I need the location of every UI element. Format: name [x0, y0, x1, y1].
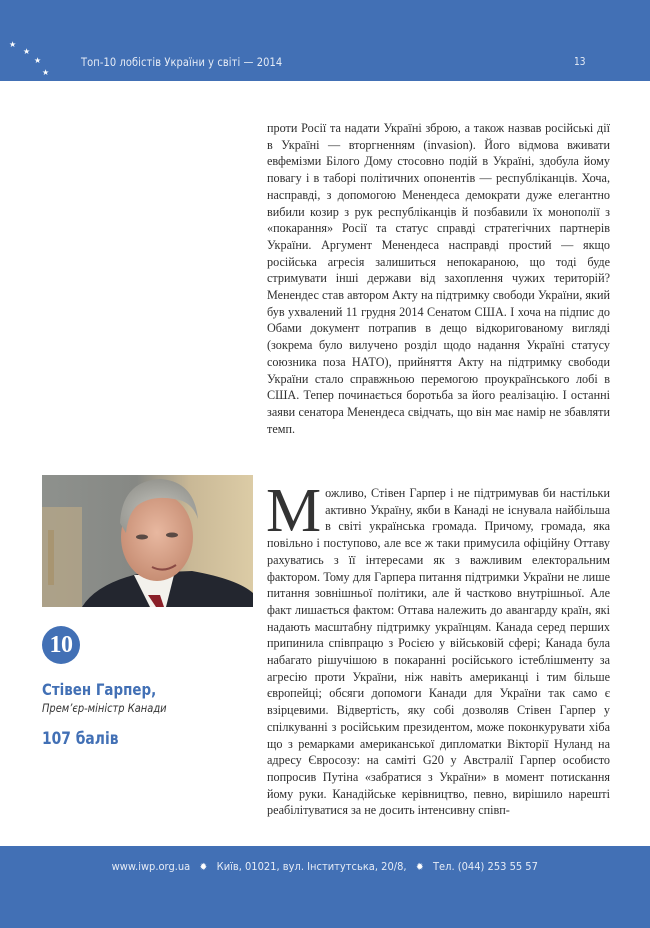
portrait-photo-icon: [42, 475, 253, 607]
footer-address: Київ, 01021, вул. Інститутська, 20/8,: [216, 860, 407, 873]
star-icon: ★: [23, 47, 31, 56]
article-text-top: проти Росії та надати Україні зброю, а також назвав російські дії в Україні — вторгненням (invasion). Його відмова вживати евфемізми Білого Дому стосовно подій в Україні, здобула йому повагу і в таборі політичних опонентів — республіканців. Хоча, насправді, з допомогою Менендеса демократи дуже елегантно вибили козир з рук республіканців й позбавили їх монополії з «покарання» Росії та статус справді стратегічних партнерів України. Аргумент Менендеса насправді простий — якщо російська агресія залишиться непокараною, що тоді буде стримувати інші держави від захоплення чужих територій? Менендес став автором Акту на підтримку свободи України, який був ухвалений 11 грудня 2014 Сенатом США. І хоча на підпис до Обами документ потрапив в дещо відкоригованому вигляді (зокрема було вилучено розділ щодо надання Україні статусу союзника поза НАТО), прийняття Акту на підтримку свободи України стало справжньою перемогою проукраїнського лобі в США. Тепер починається боротьба за його реалізацію. І останні заяви сенатора Менендеса свідчать, що він має намір не збавляти темп.: [267, 121, 610, 436]
article-body: ожливо, Стівен Гарпер і не підтримував би настільки активно Україну, якби в Канаді не існувала найбільша в світі українська громада. Причому, громада, яка повільно і поступово, але все ж таки примусила офіційну Оттаву рахуватись з її інтересами як з важливим електоральним фактором. Тому для Гарпера питання підтримки України не лише питання зовнішньої політики, але й частково внутрішньої. Але факт лишається фактом: Оттава належить до авангарду країн, які надають масштабну підтримку українцям. Канада серед перших припинила співпрацю з Росією у військовій сфері; Канада була набагато рішучішою в покаранні російського істеблішменту за агресію проти України, ніж навіть американці і тим більше європейці; обсяги допомоги Канади для України так само є взірцевими. Відвертість, яку собі дозволяв Стівен Гарпер у спілкуванні з російським президентом, може поконкурувати хіба що з ремарками американської дипломатки Вікторії Нуланд на адресу Євросозу: на саміті G20 у Австралії Гарпер особисто попросив Путіна «забратися з України» в момент потискання йому руки. Канадійське керівництво, певно, вирішило нарешті реабілітуватися за не досить інтенсивну співп-: [267, 486, 610, 818]
separator-icon: ✹: [416, 862, 424, 873]
page-header: [0, 0, 650, 81]
star-icon: ★: [9, 40, 17, 49]
score-points: 107 балів: [42, 729, 119, 748]
star-icon: ★: [42, 68, 50, 77]
person-name: Стівен Гарпер,: [42, 680, 157, 699]
article-text-bottom: [266, 477, 610, 819]
footer-phone: Тел. (044) 253 55 57: [433, 860, 539, 873]
person-role: Прем’єр-міністр Канади: [42, 701, 167, 715]
footer-website-link[interactable]: www.iwp.org.ua: [111, 860, 191, 873]
portrait-photo: [42, 475, 253, 607]
footer-contacts: [0, 860, 650, 873]
rank-badge: 10: [42, 626, 80, 664]
star-icon: ★: [34, 56, 42, 65]
separator-icon: ✹: [199, 862, 208, 873]
publication-title: Топ-10 лобістів України у світі — 2014: [81, 55, 283, 69]
page-footer: [0, 846, 650, 928]
drop-cap: М: [266, 477, 322, 545]
page-number: 13: [574, 56, 586, 68]
